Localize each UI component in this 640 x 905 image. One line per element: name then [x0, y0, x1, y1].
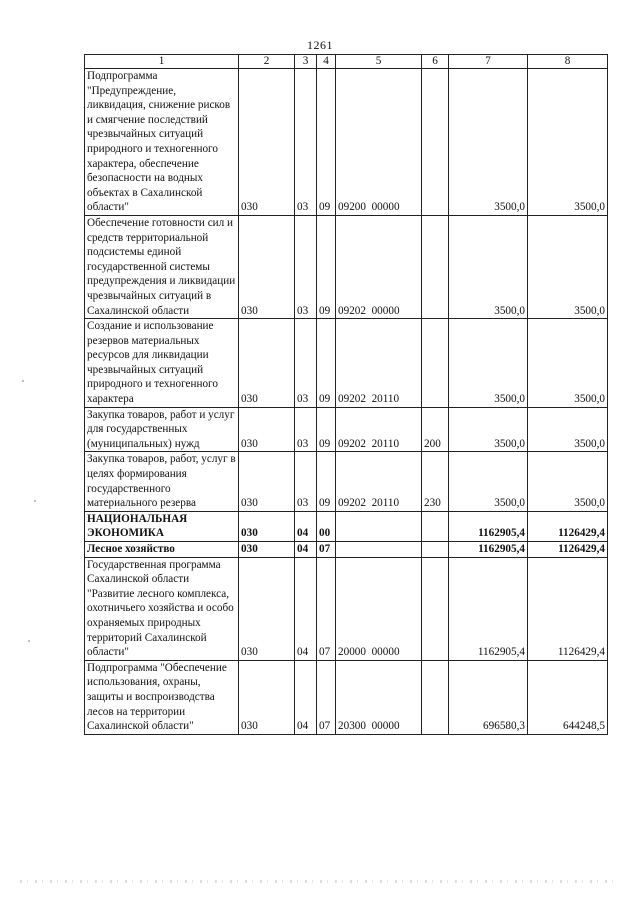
row-amount-2: 3500,0 — [528, 319, 608, 408]
row-code-admin: 030 — [239, 557, 295, 660]
row-code-section: 04 — [295, 660, 317, 734]
column-header: 4 — [317, 55, 336, 69]
row-code-admin: 030 — [239, 511, 295, 541]
row-name: НАЦИОНАЛЬНАЯ ЭКОНОМИКА — [85, 511, 239, 541]
table-body — [85, 69, 608, 735]
row-amount-1: 3500,0 — [449, 407, 528, 452]
row-amount-2: 3500,0 — [528, 452, 608, 511]
row-code-subsection: 09 — [317, 407, 336, 452]
row-code-admin: 030 — [239, 69, 295, 216]
row-name: Закупка товаров, работ и услуг для государственных (муниципальных) нужд — [85, 407, 239, 452]
row-code-expense: 200 — [422, 407, 449, 452]
row-amount-2: 644248,5 — [528, 660, 608, 734]
row-code-expense — [422, 69, 449, 216]
row-code-subsection: 07 — [317, 660, 336, 734]
row-code-admin: 030 — [239, 407, 295, 452]
scan-speck — [28, 640, 30, 642]
row-amount-1: 696580,3 — [449, 660, 528, 734]
row-amount-1: 3500,0 — [449, 215, 528, 318]
column-header: 1 — [85, 55, 239, 69]
table-row — [85, 542, 608, 558]
row-code-section: 03 — [295, 407, 317, 452]
row-amount-1: 1162905,4 — [449, 511, 528, 541]
scan-edge-noise — [20, 880, 620, 883]
row-code-target — [336, 511, 422, 541]
row-amount-2: 3500,0 — [528, 215, 608, 318]
row-code-section: 04 — [295, 542, 317, 558]
row-code-subsection: 09 — [317, 215, 336, 318]
budget-table — [84, 54, 608, 735]
column-header: 3 — [295, 55, 317, 69]
row-name: Подпрограмма "Обеспечение использования, охраны, защиты и воспроизводства лесов на территории Сахалинской области" — [85, 660, 239, 734]
row-amount-1: 3500,0 — [449, 452, 528, 511]
row-amount-1: 1162905,4 — [449, 557, 528, 660]
row-amount-2: 1126429,4 — [528, 557, 608, 660]
row-name: Государственная программа Сахалинской области "Развитие лесного комплекса, охотничьего хозяйства и особо охраняемых природных территорий Сахалинской области" — [85, 557, 239, 660]
table-row — [85, 557, 608, 660]
table-row — [85, 215, 608, 318]
row-name: Подпрограмма "Предупреждение, ликвидация, снижение рисков и смягчение последствий чрезвычайных ситуаций природного и техногенного характера, обеспечение безопасности на водных объектах в Сахалинской области" — [85, 69, 239, 216]
table-row — [85, 660, 608, 734]
row-code-target: 09200 00000 — [336, 69, 422, 216]
row-code-expense — [422, 557, 449, 660]
row-code-target: 09202 20110 — [336, 319, 422, 408]
row-code-subsection: 00 — [317, 511, 336, 541]
row-code-subsection: 07 — [317, 557, 336, 660]
row-code-admin: 030 — [239, 452, 295, 511]
row-amount-1: 1162905,4 — [449, 542, 528, 558]
column-number-row — [85, 55, 608, 69]
row-code-expense — [422, 319, 449, 408]
row-amount-2: 1126429,4 — [528, 542, 608, 558]
column-header: 8 — [528, 55, 608, 69]
row-code-admin: 030 — [239, 215, 295, 318]
row-code-target: 09202 00000 — [336, 215, 422, 318]
row-code-admin: 030 — [239, 319, 295, 408]
row-code-expense: 230 — [422, 452, 449, 511]
row-code-subsection: 09 — [317, 69, 336, 216]
row-name: Создание и использование резервов материальных ресурсов для ликвидации чрезвычайных ситуаций природного и техногенного характера — [85, 319, 239, 408]
row-name: Обеспечение готовности сил и средств территориальной подсистемы единой государственной системы предупреждения и ликвидации чрезвычайных ситуаций в Сахалинской области — [85, 215, 239, 318]
row-amount-2: 1126429,4 — [528, 511, 608, 541]
page-number: 1261 — [307, 38, 333, 52]
row-code-subsection: 09 — [317, 319, 336, 408]
row-code-subsection: 09 — [317, 452, 336, 511]
table-row — [85, 407, 608, 452]
row-code-subsection: 07 — [317, 542, 336, 558]
row-code-expense — [422, 511, 449, 541]
row-code-admin: 030 — [239, 542, 295, 558]
row-code-section: 03 — [295, 319, 317, 408]
column-header: 2 — [239, 55, 295, 69]
row-code-section: 04 — [295, 557, 317, 660]
row-code-section: 03 — [295, 69, 317, 216]
row-amount-2: 3500,0 — [528, 69, 608, 216]
table-row — [85, 511, 608, 541]
row-amount-2: 3500,0 — [528, 407, 608, 452]
row-code-target: 09202 20110 — [336, 407, 422, 452]
row-amount-1: 3500,0 — [449, 69, 528, 216]
row-code-target — [336, 542, 422, 558]
row-code-section: 03 — [295, 452, 317, 511]
scan-speck — [22, 380, 24, 382]
table-row — [85, 69, 608, 216]
row-code-target: 20300 00000 — [336, 660, 422, 734]
column-header: 7 — [449, 55, 528, 69]
row-name: Закупка товаров, работ, услуг в целях формирования государственного материального резерва — [85, 452, 239, 511]
row-amount-1: 3500,0 — [449, 319, 528, 408]
row-code-section: 04 — [295, 511, 317, 541]
row-code-target: 09202 20110 — [336, 452, 422, 511]
table-row — [85, 452, 608, 511]
column-header: 5 — [336, 55, 422, 69]
row-code-expense — [422, 660, 449, 734]
table-row — [85, 319, 608, 408]
column-header: 6 — [422, 55, 449, 69]
row-code-expense — [422, 542, 449, 558]
row-code-admin: 030 — [239, 660, 295, 734]
row-code-section: 03 — [295, 215, 317, 318]
row-code-expense — [422, 215, 449, 318]
row-name: Лесное хозяйство — [85, 542, 239, 558]
row-code-target: 20000 00000 — [336, 557, 422, 660]
scan-speck — [34, 500, 36, 502]
